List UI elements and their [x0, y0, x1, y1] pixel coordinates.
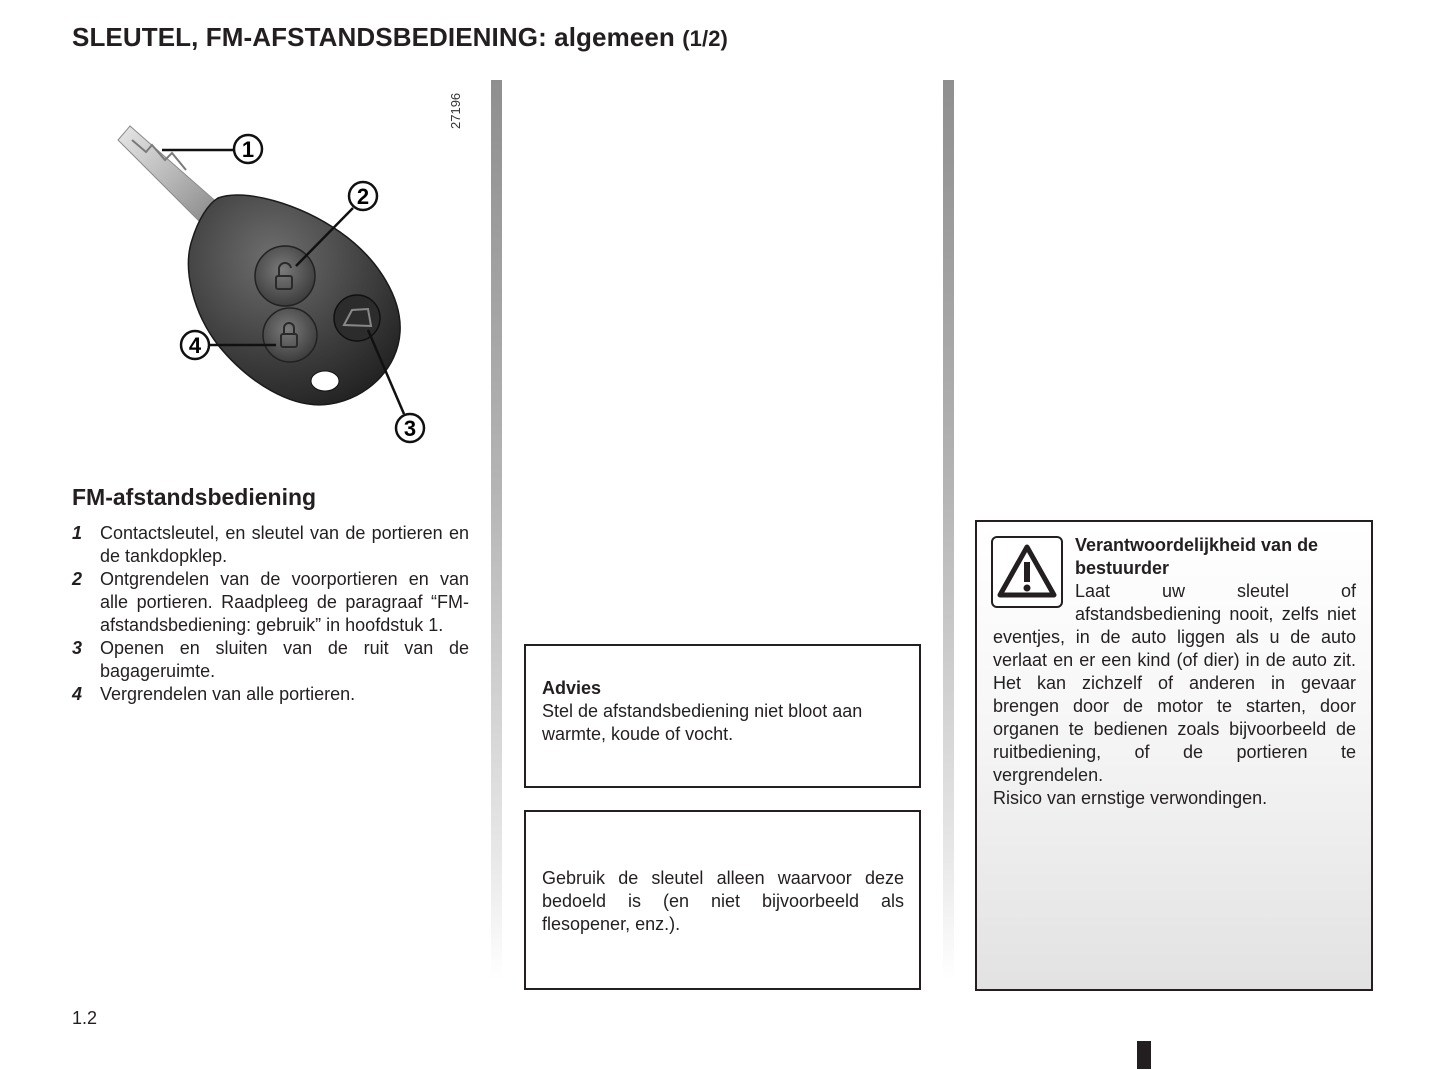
callout-1 [234, 135, 262, 163]
warning-box [975, 520, 1373, 991]
list-item-number: 2 [72, 569, 83, 589]
list-item-number: 4 [72, 684, 83, 704]
callout-3 [396, 414, 424, 442]
callout-3-label: 3 [403, 416, 417, 441]
legend-list [72, 522, 469, 706]
column-divider-left [491, 80, 502, 980]
warning-triangle-icon [993, 538, 1061, 606]
section-end-marker [1137, 1041, 1151, 1069]
page-title [72, 22, 728, 53]
list-item-text: Ontgrendelen van de voorportieren en van alle portieren. Raadpleeg de paragraaf “FM-afstandsbediening: gebruik” in hoofdstuk 1. [100, 569, 469, 635]
trunk-window-button [334, 295, 380, 341]
list-item [72, 522, 469, 568]
warning-heading: Verantwoordelijkheid van de bestuurder [1075, 535, 1319, 578]
advice-text: Stel de afstandsbediening niet bloot aan warmte, koude of vocht. [542, 701, 863, 744]
section-heading: FM-afstandsbediening [72, 484, 317, 510]
usage-note-text: Gebruik de sleutel alleen waarvoor deze bedoeld is (en niet bijvoorbeeld als flesopener, enz.). [542, 868, 904, 934]
warning-icon-frame [991, 536, 1063, 608]
callout-4-label: 4 [188, 333, 202, 358]
list-item-number: 1 [72, 523, 83, 543]
callout-2 [349, 182, 377, 210]
column-divider-right [943, 80, 954, 980]
list-item-text: Openen en sluiten van de ruit van de bagageruimte. [100, 638, 469, 681]
warning-risk-text: Risico van ernstige verwondingen. [993, 788, 1268, 808]
list-item [72, 568, 469, 637]
key-remote-illustration [100, 85, 480, 455]
advice-heading: Advies [542, 678, 602, 698]
warning-text: Laat uw sleutel of afstandsbediening nooit, zelfs niet eventjes, in de auto liggen als u de auto verlaat en er een kind (of dier) in de auto zit. Het kan zichzelf of anderen in gevaar brengen door de motor te starten, door organen te bedienen zoals bijvoorbeeld de ruitbediening, of de portieren te vergrendelen. [993, 581, 1356, 785]
lock-button [263, 308, 317, 362]
list-item [72, 637, 469, 683]
figure-reference-code: 27196 [448, 92, 463, 129]
advice-box [524, 644, 921, 788]
list-item-text: Vergrendelen van alle portieren. [100, 684, 356, 704]
page-number: 1.2 [72, 1008, 98, 1028]
key-ring-hole [311, 371, 339, 391]
page-title-suffix: (1/2) [682, 26, 728, 51]
list-item-number: 3 [72, 638, 83, 658]
usage-note-box [524, 810, 921, 990]
page-title-text: SLEUTEL, FM-AFSTANDSBEDIENING: algemeen [72, 22, 675, 52]
list-item [72, 683, 469, 706]
list-item-text: Contactsleutel, en sleutel van de portieren en de tankdopklep. [100, 523, 469, 566]
callout-1-label: 1 [241, 137, 255, 162]
callout-2-label: 2 [356, 184, 370, 209]
callout-4 [181, 331, 209, 359]
